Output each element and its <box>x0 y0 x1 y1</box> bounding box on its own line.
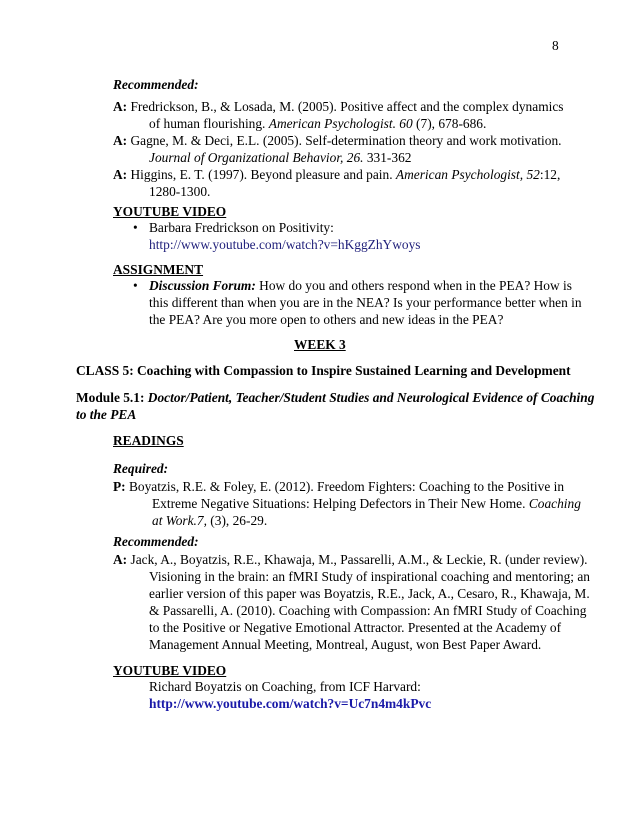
readings-heading: READINGS <box>113 433 184 448</box>
bullet-icon: • <box>133 278 138 293</box>
class-heading: CLASS 5: Coaching with Compassion to Inspire Sustained Learning and Development <box>76 363 571 378</box>
reference-gagne-line2: Journal of Organizational Behavior, 26. 331-362 <box>149 150 412 165</box>
reference-higgins-line2: 1280-1300. <box>149 184 211 199</box>
reference-jack-line5: to the Positive or Negative Emotional Attractor. Presented at the Academy of <box>149 620 562 635</box>
reference-jack-line6: Management Annual Meeting, Montreal, August, won Best Paper Award. <box>149 637 542 652</box>
reference-fredrickson-line1: A: Fredrickson, B., & Losada, M. (2005). Positive affect and the complex dynamics <box>113 99 564 114</box>
week-heading: WEEK 3 <box>294 337 346 352</box>
youtube-video-heading: YOUTUBE VIDEO <box>113 663 227 678</box>
reference-jack-line3: earlier version of this paper was Boyatzis, R.E., Jack, A., Cesaro, R., Khawaja, M. <box>149 586 590 601</box>
video-link[interactable]: http://www.youtube.com/watch?v=Uc7n4m4kPvc <box>149 696 432 711</box>
reference-boyatzis-line2: Extreme Negative Situations: Helping Defectors in Their New Home. Coaching <box>152 496 581 511</box>
reference-higgins-line1: A: Higgins, E. T. (1997). Beyond pleasure and pain. American Psychologist, 52:12, <box>113 167 561 182</box>
reference-fredrickson-line2: of human flourishing. American Psychologist. 60 (7), 678-686. <box>149 116 487 131</box>
recommended-heading: Recommended: <box>113 534 199 549</box>
assignment-line1: Discussion Forum: How do you and others respond when in the PEA? How is <box>149 278 572 293</box>
module-title-line2: to the PEA <box>76 407 137 422</box>
page-number: 8 <box>552 38 559 53</box>
assignment-heading: ASSIGNMENT <box>113 262 204 277</box>
video-title: Barbara Fredrickson on Positivity: <box>149 220 334 235</box>
youtube-video-heading: YOUTUBE VIDEO <box>113 204 227 219</box>
reference-jack-line1: A: Jack, A., Boyatzis, R.E., Khawaja, M., Passarelli, A.M., & Leckie, R. (under review). <box>113 552 588 567</box>
reference-gagne-line1: A: Gagne, M. & Deci, E.L. (2005). Self-determination theory and work motivation. <box>113 133 562 148</box>
video-title: Richard Boyatzis on Coaching, from ICF Harvard: <box>149 679 421 694</box>
reference-jack-line2: Visioning in the brain: an fMRI Study of inspirational coaching and mentoring; an <box>149 569 591 584</box>
assignment-line2: this different than when you are in the NEA? Is your performance better when in <box>149 295 582 310</box>
bullet-icon: • <box>133 220 138 235</box>
module-title-line1: Module 5.1: Doctor/Patient, Teacher/Student Studies and Neurological Evidence of Coaching <box>76 390 595 405</box>
reference-jack-line4: & Passarelli, A. (2010). Coaching with Compassion: An fMRI Study of Coaching <box>149 603 587 618</box>
required-heading: Required: <box>113 461 169 476</box>
reference-boyatzis-line1: P: Boyatzis, R.E. & Foley, E. (2012). Freedom Fighters: Coaching to the Positive in <box>113 479 565 494</box>
reference-boyatzis-line3: at Work.7, (3), 26-29. <box>152 513 268 528</box>
assignment-line3: the PEA? Are you more open to others and new ideas in the PEA? <box>149 312 504 327</box>
recommended-heading: Recommended: <box>113 77 199 92</box>
video-link[interactable]: http://www.youtube.com/watch?v=hKggZhYwoys <box>149 237 421 252</box>
